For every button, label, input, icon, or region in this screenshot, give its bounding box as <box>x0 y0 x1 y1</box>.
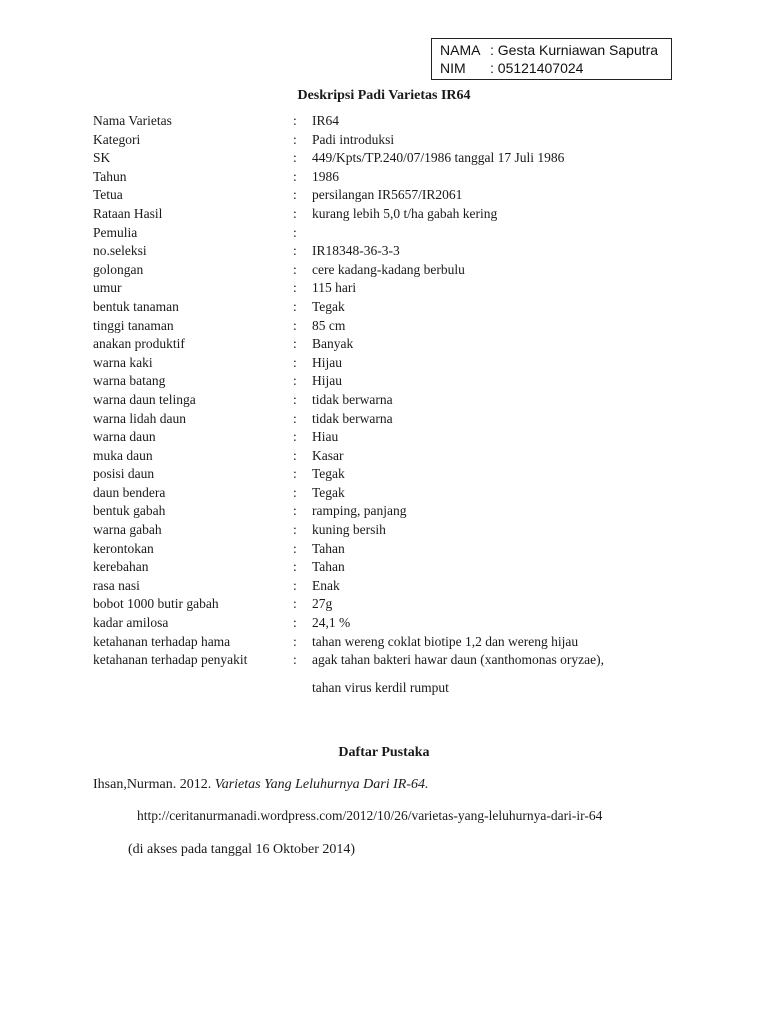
spec-label: warna lidah daun <box>93 410 186 426</box>
spec-separator: : <box>293 224 297 240</box>
spec-separator: : <box>293 615 297 631</box>
reference-access-date: (di akses pada tanggal 16 Oktober 2014) <box>128 842 356 857</box>
spec-label: rasa nasi <box>93 577 140 593</box>
spec-row <box>93 261 713 280</box>
spec-row <box>93 614 713 633</box>
spec-separator: : <box>293 113 297 128</box>
spec-value: kurang lebih 5,0 t/ha gabah kering <box>312 205 498 221</box>
spec-row <box>93 131 713 150</box>
spec-value: Banyak <box>312 336 354 352</box>
spec-value: Enak <box>312 577 340 593</box>
spec-value <box>312 224 713 243</box>
spec-label: Tahun <box>93 168 127 184</box>
spec-label: Tetua <box>93 187 123 203</box>
spec-label: Pemulia <box>93 224 138 240</box>
spec-row <box>93 317 713 336</box>
spec-separator: : <box>293 298 297 314</box>
spec-value: ramping, panjang <box>312 503 407 519</box>
spec-value: tahan wereng coklat biotipe 1,2 dan wereng hijau <box>312 633 579 649</box>
variety-spec-list <box>93 112 713 670</box>
spec-separator: : <box>293 131 297 147</box>
spec-separator: : <box>293 447 297 463</box>
spec-row <box>93 428 713 447</box>
spec-label: anakan produktif <box>93 336 185 352</box>
spec-value: tidak berwarna <box>312 410 393 426</box>
spec-row <box>93 633 713 652</box>
spec-value: Kasar <box>312 447 344 463</box>
spec-separator: : <box>293 280 297 296</box>
spec-label: Rataan Hasil <box>93 205 163 221</box>
spec-label: warna daun <box>93 429 156 445</box>
student-nim-row <box>440 59 671 77</box>
spec-row <box>93 577 713 596</box>
spec-value: 115 hari <box>312 280 357 296</box>
spec-row <box>93 242 713 261</box>
spec-row <box>93 335 713 354</box>
spec-separator: : <box>293 429 297 445</box>
spec-separator: : <box>293 205 297 221</box>
spec-value: Tegak <box>312 484 345 500</box>
spec-label: muka daun <box>93 447 153 463</box>
spec-separator: : <box>293 243 297 259</box>
spec-row <box>93 112 713 131</box>
spec-value: 24,1 % <box>312 615 351 631</box>
spec-row <box>93 205 713 224</box>
spec-label: umur <box>93 280 122 296</box>
spec-value: 27g <box>312 596 333 612</box>
spec-label: ketahanan terhadap penyakit <box>93 652 248 668</box>
spec-label: ketahanan terhadap hama <box>93 633 231 649</box>
spec-row <box>93 410 713 429</box>
spec-separator: : <box>293 410 297 426</box>
spec-value: Tegak <box>312 466 345 482</box>
student-name-label: NAMA <box>440 42 481 58</box>
spec-label: SK <box>93 150 111 166</box>
spec-row <box>93 372 713 391</box>
spec-value: 1986 <box>312 168 339 184</box>
spec-label: Kategori <box>93 131 141 147</box>
spec-value: Hiau <box>312 429 339 445</box>
spec-value: Hijau <box>312 373 342 389</box>
spec-value: tidak berwarna <box>312 391 393 407</box>
student-nim-label: NIM <box>440 60 466 76</box>
spec-value: Hijau <box>312 354 342 370</box>
spec-row <box>93 279 713 298</box>
spec-separator: : <box>293 522 297 538</box>
spec-row <box>93 540 713 559</box>
student-name-row <box>440 41 671 59</box>
spec-label: no.seleksi <box>93 243 147 259</box>
spec-value: Tegak <box>312 298 345 314</box>
student-id-box <box>431 38 672 80</box>
spec-separator: : <box>293 466 297 482</box>
reference-work-title: Varietas Yang Leluhurnya Dari IR-64. <box>214 777 429 792</box>
spec-row <box>93 149 713 168</box>
spec-value: 85 cm <box>312 317 346 333</box>
references-heading: Daftar Pustaka <box>338 745 430 760</box>
spec-label: tinggi tanaman <box>93 317 174 333</box>
spec-value: Padi introduksi <box>312 131 395 147</box>
spec-row <box>93 521 713 540</box>
reference-url[interactable]: http://ceritanurmanadi.wordpress.com/2012/10/26/varietas-yang-leluhurnya-dari-ir-64 <box>137 808 603 823</box>
spec-row <box>93 595 713 614</box>
spec-label: warna gabah <box>93 522 162 538</box>
document-title: Deskripsi Padi Varietas IR64 <box>297 88 471 103</box>
spec-separator: : <box>293 559 297 575</box>
spec-label: warna kaki <box>93 354 153 370</box>
spec-label: posisi daun <box>93 466 155 482</box>
student-name-value: : Gesta Kurniawan Saputra <box>490 42 659 58</box>
spec-label: bentuk gabah <box>93 503 166 519</box>
spec-label: warna batang <box>93 373 166 389</box>
spec-row <box>93 484 713 503</box>
spec-separator: : <box>293 596 297 612</box>
spec-separator: : <box>293 373 297 389</box>
spec-separator: : <box>293 652 297 668</box>
spec-separator: : <box>293 168 297 184</box>
spec-value: 449/Kpts/TP.240/07/1986 tanggal 17 Juli 1986 <box>312 150 565 166</box>
spec-separator: : <box>293 633 297 649</box>
spec-row <box>93 651 713 670</box>
spec-value: IR18348-36-3-3 <box>312 243 400 259</box>
spec-separator: : <box>293 336 297 352</box>
spec-row <box>93 224 713 243</box>
spec-separator: : <box>293 354 297 370</box>
spec-separator: : <box>293 317 297 333</box>
spec-label: Nama Varietas <box>93 113 172 128</box>
spec-separator: : <box>293 577 297 593</box>
spec-separator: : <box>293 503 297 519</box>
spec-row <box>93 558 713 577</box>
spec-row <box>93 186 713 205</box>
spec-value: cere kadang-kadang berbulu <box>312 261 465 277</box>
spec-value: IR64 <box>312 113 339 128</box>
spec-separator: : <box>293 540 297 556</box>
spec-separator: : <box>293 261 297 277</box>
spec-row <box>93 168 713 187</box>
spec-label: kadar amilosa <box>93 615 169 631</box>
spec-value: kuning bersih <box>312 522 386 538</box>
spec-label: kerontokan <box>93 540 154 556</box>
spec-separator: : <box>293 187 297 203</box>
spec-label: golongan <box>93 261 144 277</box>
spec-value: Tahan <box>312 559 345 575</box>
spec-separator: : <box>293 484 297 500</box>
student-nim-value: : 05121407024 <box>490 60 584 76</box>
spec-row <box>93 502 713 521</box>
reference-citation <box>93 777 428 793</box>
spec-label: kerebahan <box>93 559 149 575</box>
spec-row <box>93 298 713 317</box>
spec-label: bentuk tanaman <box>93 298 179 314</box>
spec-continuation-line: tahan virus kerdil rumput <box>312 680 449 695</box>
spec-label: warna daun telinga <box>93 391 196 407</box>
spec-label: daun bendera <box>93 484 166 500</box>
spec-value: agak tahan bakteri hawar daun (xanthomonas oryzae), <box>312 652 604 668</box>
reference-author-year: Ihsan,Nurman. 2012. <box>93 777 215 792</box>
spec-label: bobot 1000 butir gabah <box>93 596 219 612</box>
spec-value: Tahan <box>312 540 345 556</box>
spec-row <box>93 465 713 484</box>
spec-row <box>93 391 713 410</box>
spec-value: persilangan IR5657/IR2061 <box>312 187 463 203</box>
spec-row <box>93 447 713 466</box>
spec-separator: : <box>293 150 297 166</box>
spec-row <box>93 354 713 373</box>
spec-separator: : <box>293 391 297 407</box>
